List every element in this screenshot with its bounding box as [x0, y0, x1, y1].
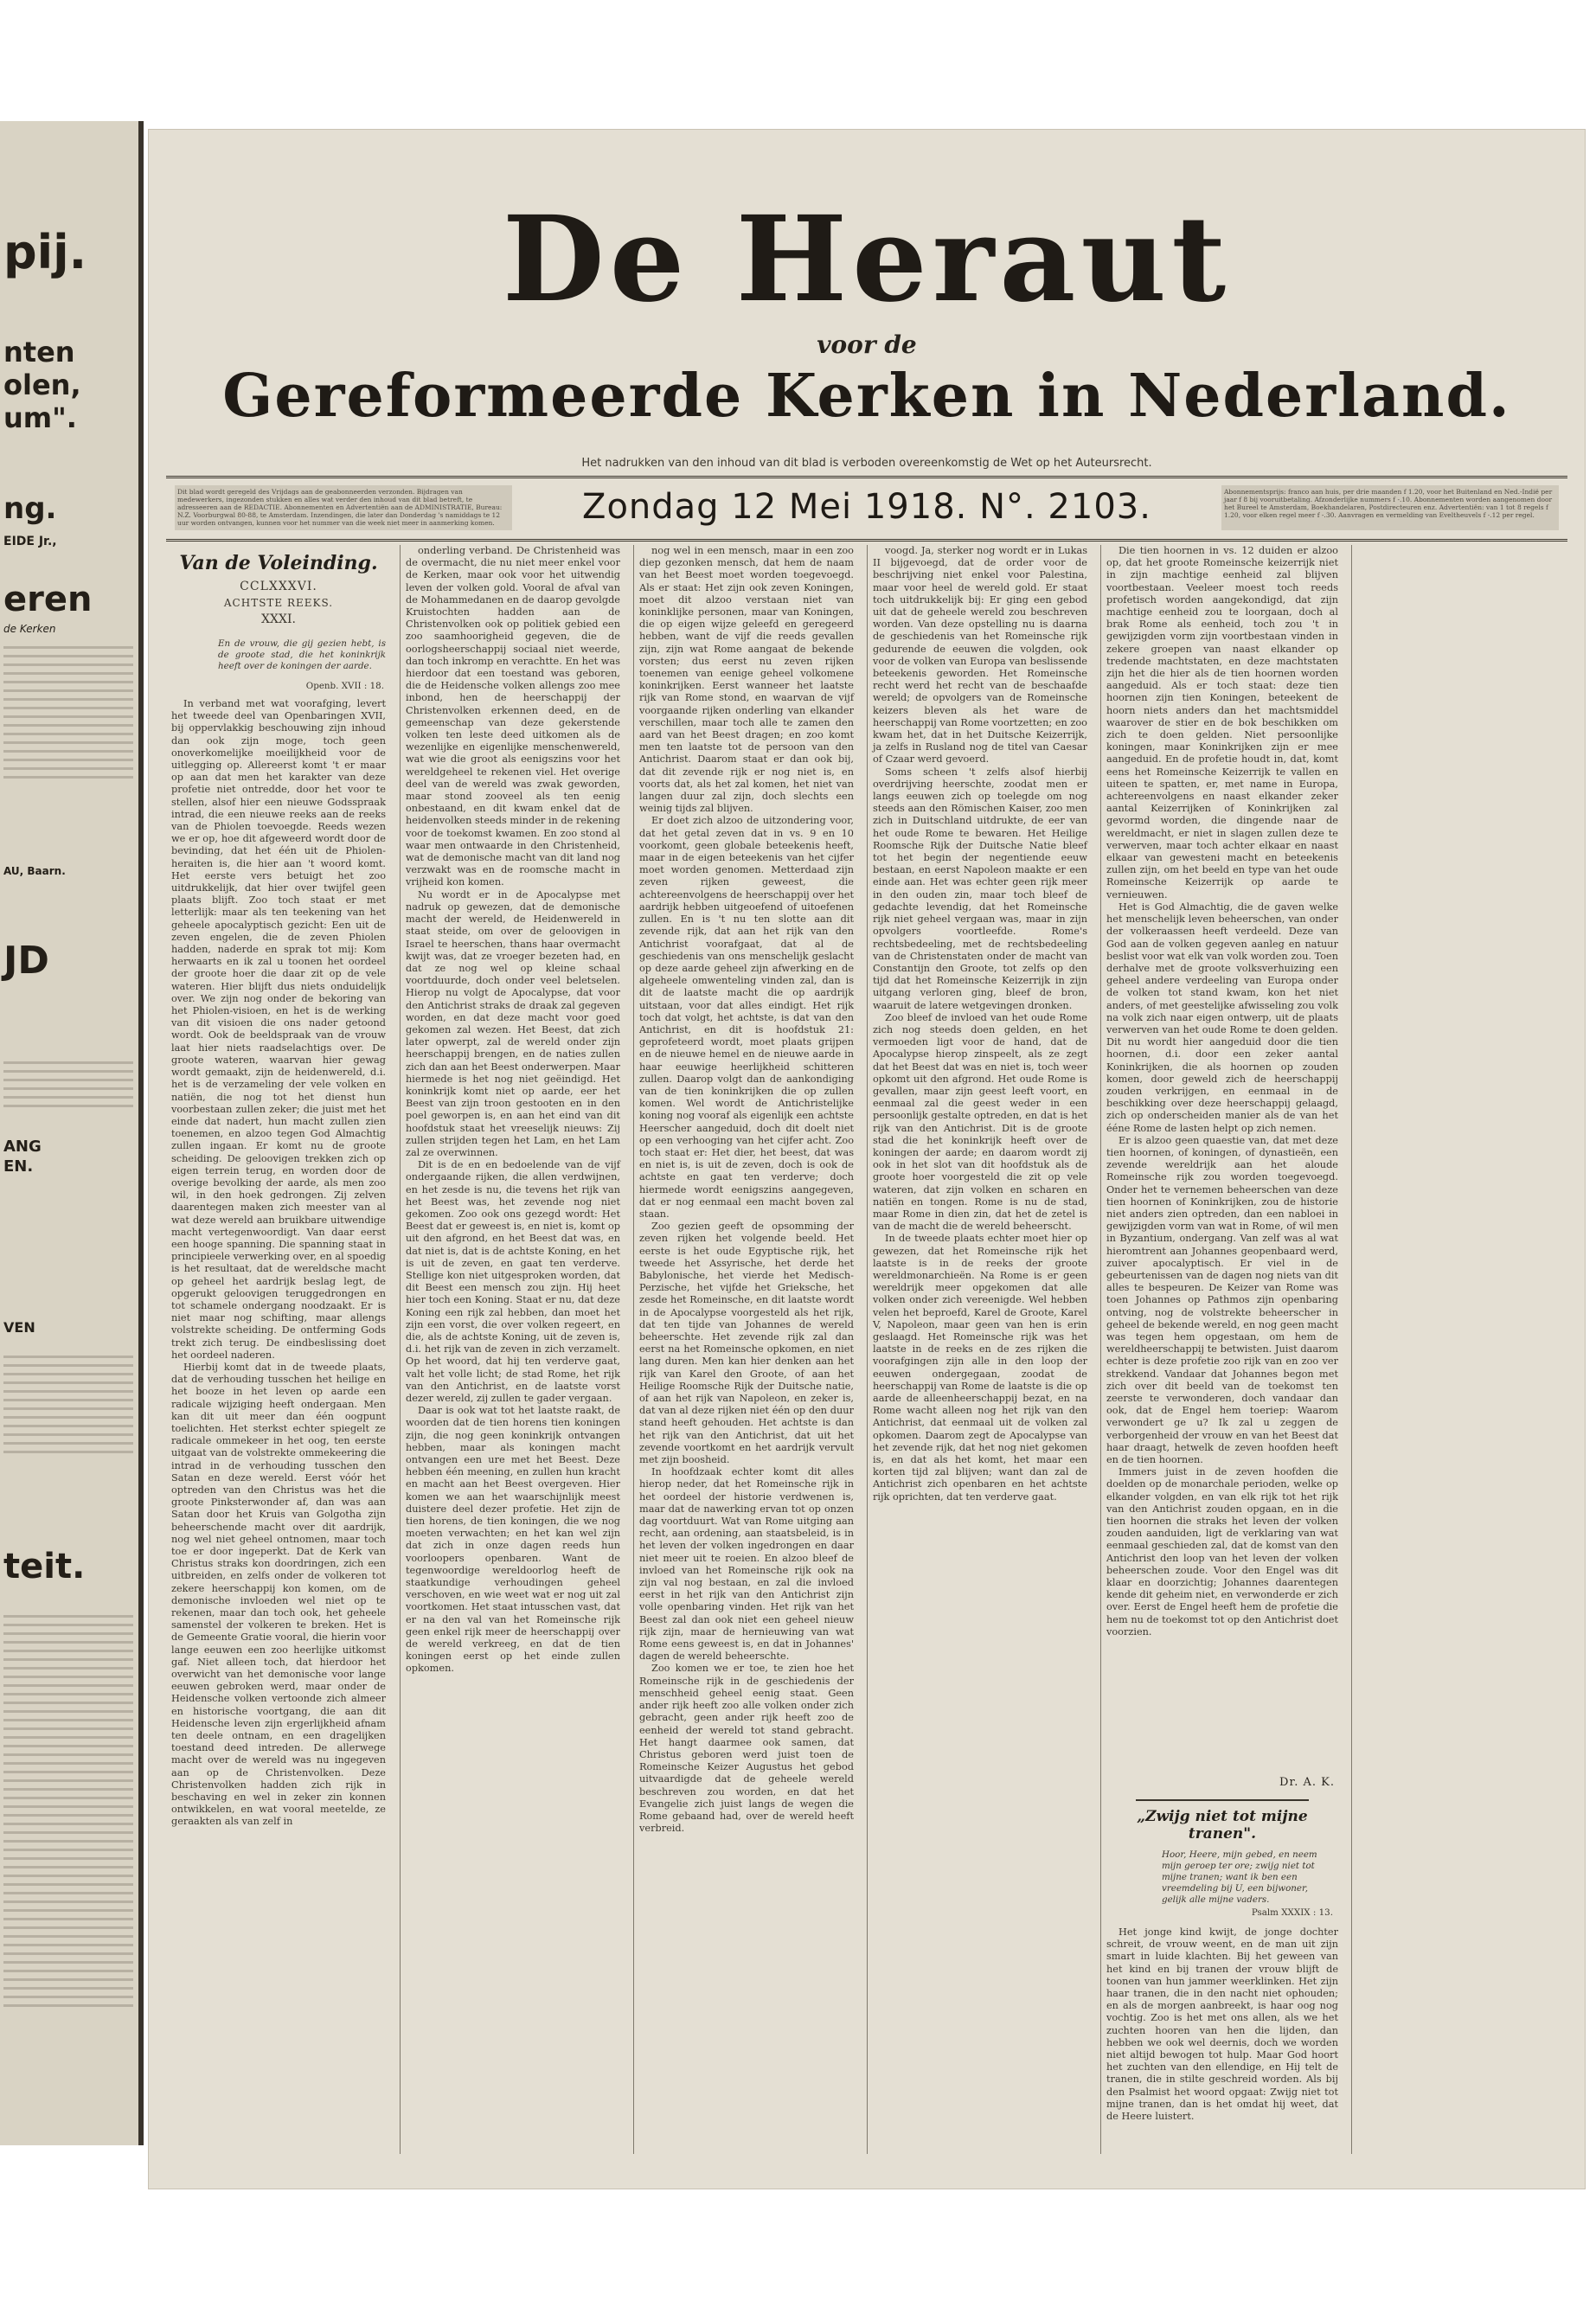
paragraph: Immers juist in de zeven hoofden die doelden op de monarchale perioden, welke op elkander volgden, en van elk rijk tot het rijk van den Antichrist zouden opgaan, en in die tien hoornen die straks het leven der volken zouden aanduiden, ligt de verklaring van wat eenmaal geschieden zal, dat de komst van den Antichrist den loop van het leven der volken beheerschen zoude. Voor den Engel was dit klaar en doorzichtig; Johannes daarentegen kende dit geheim niet, en verwonderde er zich over. Eerst de Engel heeft hem de profetie die hem nu de toekomst tot op den Antichrist doet voorzien.	[1106, 1466, 1338, 1638]
copyright-notice: Het nadrukken van den inhoud van dit blad is verboden overeenkomstig de Wet op het Auteursrecht.	[581, 457, 1152, 470]
left-fragment: teit.	[3, 1547, 86, 1586]
column-5	[1100, 545, 1343, 2154]
left-fragment: EIDE Jr.,	[3, 535, 57, 548]
paragraph: In verband met wat voorafging, levert het tweede deel van Openbaringen XVII, bij oppervlakkig beschouwing zijn inhoud dan ook zijn moge, toch geen onoverkomelijke moeilijkheid voor de uitlegging op. Allereerst komt 't er maar op aan dat men het karakter van deze profetie niet ontredde, door het voor te stellen, alsof hier een nieuwe Godsspraak intrad, die een nieuwe reeks aan de reeks van de Phiolen toevoegde. Reeds wezen we er op, hoe dit afgeweerd wordt door de bevinding, dat het één uit de Phiolen-heraiten is, die hier aan 't woord komt. Het eerste vers betuigt het zoo uitdrukkelijk, dat hier over twijfel geen plaats blijft. Zoo toch staat er met letterlijk: maar als ten teekening van het geheele apocalyptisch gezicht: Een uit de zeven engelen, die de zeven Phiolen hadden, naderde en sprak tot mij: Kom herwaarts en ik zal u toonen het oordeel der groote hoer die daar zit op de vele wateren. Hier blijft dus niets onduidelijk over. We zijn nog onder de bekoring van het Phiolen-visioen, en het is de werking van dit visioen die ons nader getoond wordt. Ook de beeldspraak van de vrouw laat hier niets raadselachtigs over. De groote wateren, waarvan hier gewag wordt gemaakt, zijn de heidenwereld, d.i. het is de verzameling der vele volken en natiën, die nog tot het dienst hun voorbestaan zullen zeker; die juist met het einde dat nadert, hun macht zullen zien toenemen, en alzoo tegen God Almachtig zullen ingaan. Er komt nu de groote scheiding. De geloovigen trekken zich op eigen terrein terug, en worden door de overige bevolking der aarde, als men zoo wil, in den hoek gedrongen. Zij zelven daarentegen maken zich meester van al wat deze wereld aan bruikbare uitwendige macht vertegenwoordigt. Van daar eerst een hooge spanning. Die spanning staat in principieele verwerking over, en al spoedig is het resultaat, dat de wereldsche macht op geheel het aardrijk beslag legt, de opgerukt geloovigen teruggedrongen en tot schamele ondergang noodzaakt. Er is niet maar nog schifting, maar allengs volstrekte scheiding. De ontferming Gods trekt zich terug. De eindbeslissing doet het oordeel naderen.	[171, 698, 386, 1361]
paragraph: In de tweede plaats echter moet hier op gewezen, dat het Romeinsche rijk het laatste is in de reeks der groote wereldmonarchieën. Na Rome is er geen wereldrijk meer opgekomen dat alle volken onder zich vereenigde. Wel hebben velen het beproefd, Karel de Groote, Karel V, Napoleon, maar geen van hen is erin geslaagd. Het Romeinsche rijk was het laatste in de reeks en de zes rijken die voorafgingen zijn alle in den loop der eeuwen ondergegaan, zoodat de heerschappij van Rome de laatste is die op aarde de alleenheerschappij bezat, en na Rome wacht alleen nog het rijk van den Antichrist, dat eenmaal uit de volken zal opkomen. Daarom zegt de Apocalypse van het zevende rijk, dat het nog niet gekomen is, en dat als het komt, het maar een korten tijd zal blijven; want dan zal de Antichrist zich openbaren en het achtste rijk oprichten, dat ten verderve gaat.	[873, 1233, 1087, 1503]
author-signature: Dr. A. K.	[1279, 1776, 1335, 1789]
newspaper-page	[149, 130, 1585, 2189]
section-number: XXXI.	[261, 612, 296, 626]
paragraph: Die tien hoornen in vs. 12 duiden er alzoo op, dat het groote Romeinsche keizerrijk niet in zijn machtige eenheid zal blijven voortbestaan. Veeleer moest toch reeds profetisch worden aangekondigd, dat zijn machtige eenheid zou te loorgaan, doch al brak Rome als eenheid, toch zou 't in gewijzigden vorm zijn voortbestaan vinden in zekere groepen van naast elkander op tredende machtstaten, en deze machtstaten zijn het die hier als de tien hoornen worden aangeduid. Als er toch staat: deze tien hoornen zijn tien Koningen, beteekent de hoorn niets anders dan het machtsmiddel waarover de stier en de bok beschikken om zich te doen gelden. Niet persoonlijke koningen, maar Koninkrijken zijn er mee aangeduid. En de profetie houdt in, dat, komt eens het Romeinsche Keizerrijk te vallen en uiteen te spatten, er, met name in Europa, achtereenvolgens en naast elkander zeker aantal Keizerrijken of Koninkrijken zal gevormd worden, die dingende naar de wereldmacht, er niet in slagen zullen deze te verwerven, maar toch achter elkaar en naast elkaar van gewesteni macht en beteekenis zullen zijn, om het beeld en type van het oude Romeinsche Keizerrijk op aarde te vernieuwen.	[1106, 545, 1338, 901]
info-bar	[166, 476, 1567, 542]
epigraph-reference: Openb. XVII : 18.	[305, 681, 384, 691]
article-columns	[166, 545, 1567, 2154]
paragraph: onderling verband. De Christenheid was de overmacht, die nu niet meer enkel voor de Kerken, maar ook voor het uitwendig leven der volken gold. Vooral de afval van de Mohammedanen en de daarop gevolgde Kruistochten hadden aan de Christenvolken ook op politiek gebied een zoo saamhoorigheid gegeven, die de oorlogsheerschappij sociaal niet weerde, dan toch inkromp en verachtte. En het was hierdoor dat een toestand was geboren, die de Heidensche volken allengs zoo mee inbond, hen de heerschappij der Christenvolken erkennen deed, en de gemeenschap van deze gekerstende volken ten leste deed uitkomen als de wezenlijke en eigenlijke menschenwereld, wat wie die groot als eenigszins voor het wereldgeheel te rekenen viel. Het overige deel van de wereld was zwak geworden, maar stond zooveel als ten eenig onbestaand, en dit kwam enkel dat de heidenvolken steeds minder in de rekening voor de toekomst kwamen. En zoo stond al waar men ontwaarde in den Christenheid, wat de demonische macht van dit land nog verzwakt was en de roomsche macht in vrijheid kon komen.	[406, 545, 620, 888]
column-text	[1101, 545, 1343, 1769]
column-text	[401, 545, 625, 1676]
publication-info: Dit blad wordt geregeld des Vrijdags aan de geabonneerden verzonden. Bijdragen van medewerkers, ingezonden stukken en alles wat verder den inhoud van dit blad betreft, te adresseeren aan de REDACTIE. Abonnementen en Advertentiën aan de ADMINISTRATIE, Bureau: N.Z. Voorburgwal 80-88, te Amsterdam. Inzendingen, die later dan Donderdag 's namiddags te 12 uur worden ontvangen, kunnen voor het nummer van die week niet meer in aanmerking komen.	[175, 485, 512, 530]
left-fragment: de Kerken	[3, 623, 56, 635]
section-label: ACHTSTE REEKS.	[223, 597, 334, 609]
paragraph: Nu wordt er in de Apocalypse met nadruk op gewezen, dat de demonische macht der wereld, de Heidenwereld in staat steide, om over de geloovigen in Israel te heerschen, thans haar overmacht kwijt was, dat ze vroeger bezeten had, en dat ze nog wel op kleine schaal voortduurde, doch onder veel beletselen. Hierop nu volgt de Apocalypse, dat voor den Antichrist straks de draak zal gegeven worden, en dat deze macht voor goed gekomen zal wezen. Het Beest, dat zich later opwerpt, zal de wereld onder zijn heerschappij brengen, en de naties zullen zich dan aan het Beest onderwerpen. Maar hiermede is het nog niet geëindigd. Het koninkrijk komt niet op aarde, eer het Beest van zijn troon gestooten en in den poel geworpen is, en aan het eind van dit hoofdstuk staat het vreeselijk nieuws: Zij zullen strijden tegen het Lam, en het Lam zal ze overwinnen.	[406, 888, 620, 1158]
paragraph: nog wel in een mensch, maar in een zoo diep gezonken mensch, dat hem de naam van het Beest moet worden toegevoegd. Als er staat: Het zijn ook zeven Koningen, moet dit alzoo verstaan niet van koninklijke personen, maar van Koningen, die op eigen wijze geleefd en geregeerd hebben, want de vijf die reeds gevallen zijn, zijn wat Rome aangaat de bekende vorsten; dus eerst nu zeven rijken toenemen van eenige geheel volkomene koninkrijken. Eerst wanneer het laatste rijk van Rome stond, en waarvan de vijf voorgaande rijken onderling van elkander verschillen, maar toch alle te zamen den aard van het Beest dragen; en zoo komt men ten laatste tot de persoon van den Antichrist. Daarom staat er dan ook bij, dat dit zevende rijk er nog niet is, en voorts dat, als het zal komen, het niet van langen duur zal zijn, doch slechts een weinig tijds zal blijven.	[639, 545, 854, 815]
left-fragment: eren	[3, 580, 93, 619]
left-text-lines	[3, 1609, 133, 2013]
meditation-epigraph: Hoor, Heere, mijn gebed, en neem mijn geroep ter ore; zwijg niet tot mijne tranen; want ik ben een vreemdeling bij U, een bijwoner, gelijk alle mijne vaders.	[1162, 1849, 1317, 1905]
left-fragment: olen,	[3, 369, 81, 401]
masthead-voor: voor de	[817, 330, 917, 359]
article-heading	[166, 545, 391, 626]
paragraph: Daar is ook wat tot het laatste raakt, de woorden dat de tien horens tien koningen zijn, die nog geen koninkrijk ontvangen hebben, maar als koningen macht ontvangen een ure met het Beest. Deze hebben één meening, en zullen hun kracht en macht aan het Beest overgeven. Hier komen we aan het waarschijnlijk meest duistere deel dezer profetie. Het zijn de tien horens, de tien koningen, die we nog moeten verwachten; en het kan wel zijn dat zich in onze dagen reeds hun voorloopers openbaren. Want de tegenwoordige wereldoorlog heeft de staatkundige verhoudingen geheel verschoven, en wie weet wat er nog uit zal voortkomen. Het staat intusschen vast, dat er na den val van het Romeinsche rijk geen enkel rijk meer de heerschappij over de wereld verkreeg, en dat de tien koningen eerst op het einde zullen opkomen.	[406, 1405, 620, 1675]
paragraph: In hoofdzaak echter komt dit alles hierop neder, dat het Romeinsche rijk in het oordeel der historie verdwenen is, maar dat de nawerking ervan tot op onzen dag voortduurt. Wat van Rome uitging aan recht, aan ordening, aan staatsbeleid, is in het leven der volken ingedrongen en daar niet meer uit te roeien. En alzoo bleef de invloed van het Romeinsche rijk ook na zijn val nog bestaan, en zal die invloed eerst in het rijk van den Antichrist zijn volle openbaring vinden. Het rijk van het Beest zal dan ook niet een geheel nieuw rijk zijn, maar de hernieuwing van wat Rome eens geweest is, en dat in Johannes' dagen de wereld beheerschte.	[639, 1466, 854, 1663]
paragraph: Hierbij komt dat in de tweede plaats, dat de verhouding tusschen het heilige en het booze in het leven op aarde een radicale wijziging heeft ondergaan. Men kan dit uit meer dan één oogpunt toelichten. Het sterkst echter spiegelt ze radicale ommekeer in het oog, ten eerste uitgaat van de volstrekte ommekeering die intrad in de verhouding tusschen den Satan en deze wereld. Eerst vóór het optreden van den Christus was het die groote Pinksterwonder af, dan was aan Satan door het Kruis van Golgotha zijn beheerschende macht over dit aardrijk, nog wel niet geheel ontnomen, maar toch toe er door ingeperkt. Dat de Kerk van Christus straks kon doordringen, zich een uitbreiden, en zelfs onder de volkeren tot zekere heerschappij kon komen, om de demonische invloeden wel niet op te rekenen, maar dan toch ook, het geheele samenstel der volkeren te breken. Het is de Gemeente Gratie vooral, die hierin voor lange eeuwen een zoo heerlijke uitkomst gaf. Niet alleen toch, dat hierdoor het overwicht van het demonische voor lange eeuwen gebroken werd, maar onder de Heidensche volken vertoonde zich almeer en historische voortgang, die aan dit Heidensche leven zijn ergerlijkheid afnam ten deele ontnam, en een dragelijken toestand deed intreden. De allerwege macht over de wereld was nu ingegeven aan op de Christenvolken. Deze Christenvolken hadden zich rijk in beschaving en wel in zeker zin konnen ontwikkelen, en wat vooral meetelde, ze geraakten als van zelf in	[171, 1361, 386, 1828]
previous-page-edge	[0, 121, 144, 2145]
paragraph: voogd. Ja, sterker nog wordt er in Lukas II bijgevoegd, dat de order voor de beschrijving niet enkel voor Palestina, maar voor heel de wereld gold. Er staat toch uitdrukkelijk bij: Er ging een gebod uit dat de geheele wereld zou beschreven worden. Van deze opstelling nu is daarna de geschiedenis van het Romeinsche rijk gedurende de eeuwen die volgden, ook voor de volken van Europa van beslissende beteekenis geworden. Het Romeinsche recht werd het recht van de beschaafde wereld; de opvolgers van de Romeinsche keizers bleven als het ware de heerschappij van Rome voortzetten; en zoo kwam het, dat in het Duitsche Keizerrijk, ja zelfs in Rusland nog de titel van Caesar of Czaar werd gevoerd.	[873, 545, 1087, 766]
left-text-lines	[3, 640, 133, 785]
left-fragment: AU, Baarn.	[3, 865, 66, 877]
column-text	[166, 698, 391, 1829]
column-6	[1351, 545, 1568, 2154]
epigraph: En de vrouw, die gij gezien hebt, is de groote stad, die het koninkrijk heeft over de koningen der aarde.	[218, 638, 386, 671]
paragraph: Soms scheen 't zelfs alsof hierbij overdrijving heerschte, zoodat men er langs eeuwen zich op toelegde om nog steeds aan den Römischen Kaiser, zoo men zich in Duitschland uitdrukte, de eer van het oude Rome te bewaren. Het Heilige Roomsche Rijk der Duitsche Natie bleef tot het begin der negentiende eeuw bestaan, en eerst Napoleon maakte er een einde aan. Het was echter geen rijk meer in den ouden zin, maar toch bleef de gedachte levendig, dat het Romeinsche rijk niet geheel vergaan was, maar in zijn opvolgers voortleefde. Rome's rechtsbedeeling, met de rechtsbedeeling van de Christenstaten onder de macht van Constantijn den Groote, tot zelfs op den tijd dat het Romeinsche Keizerrijk in zijn uitgang verloren ging, bleef de bron, waaruit de latere wetgevingen dronken.	[873, 766, 1087, 1011]
left-fragment: EN.	[3, 1157, 34, 1176]
series-number: CCLXXXVI.	[240, 580, 317, 593]
column-4	[867, 545, 1093, 2154]
masthead-title: De Heraut	[502, 190, 1232, 329]
left-fragment: ng.	[3, 491, 57, 526]
meditation-title: „Zwijg niet tot mijne tranen".	[1137, 1808, 1308, 1843]
paragraph: Zoo komen we er toe, te zien hoe het Romeinsche rijk in de geschiedenis der menschheid geheel eenig staat. Geen ander rijk heeft zoo alle volken onder zich gebracht, geen ander rijk heeft zoo de eenheid der wereld tot stand gebracht. Het hangt daarmee ook samen, dat Christus geboren werd juist toen de Romeinsche Keizer Augustus het gebod uitvaardigde dat de geheele wereld beschreven zou worden, en dat het Evangelie zich juist langs de wegen die Rome gebaand had, over de wereld heeft verbreid.	[639, 1663, 854, 1835]
meditation-text	[1101, 1926, 1343, 2123]
masthead-subtitle: Gereformeerde Kerken in Nederland.	[222, 362, 1511, 431]
left-text-lines	[3, 1055, 133, 1113]
left-text-lines	[3, 1349, 133, 1459]
column-3	[633, 545, 859, 2154]
paragraph: Het is God Almachtig, die de gaven welke het menschelijk leven beheerschen, van onder der volkeraassen heeft verdeeld. Deze van God aan de volken gegeven aanleg en natuur beslist voor wat elk van volk worden zou. Toen derhalve met de groote volksverhuizing een geheel andere verdeeling van Europa onder de volken tot stand kwam, kon het niet anders, of met geestelijke afwisseling zou volk na volk zich naar eigen ontwerp, uit de plaats verwerven van het oude Rome te doen gelden. Dit nu wordt hier aangeduid door die tien hoornen, d.i. door een zeker aantal Koninkrijken, die als hoornen op zouden komen, door geweld zich de heerschappij zouden verkrijgen, en eenmaal in de beschikking over deze heerschappij gelaagd, zich op onderscheiden manier als de van het ééne Rome de lasten helpt op zich nemen.	[1106, 901, 1338, 1134]
series-title: Van de Voleinding.	[179, 552, 378, 574]
column-1	[166, 545, 391, 2154]
section-divider	[1136, 1799, 1309, 1801]
paragraph: Er doet zich alzoo de uitzondering voor, dat het getal zeven dat in vs. 9 en 10 voorkomt, geen globale beteekenis heeft, maar in de eigen beteekenis van het cijfer moet worden genomen. Metterdaad zijn zeven rijken geweest, die achtereenvolgens de heerschappij over het aardrijk hebben uitgeoefend of uitoefenen zullen. En is 't nu ten slotte aan dit zevende rijk, dat aan het rijk van den Antichrist voorafgaat, dat al de geschiedenis van ons menschelijk geslacht op deze aarde geheel zijn afwerking en de algeheele omwenteling vinden zal, dan is dit de laatste macht die op aardrijk uitstaan, voor dat alles eindigt. Het rijk toch dat volgt, het achtste, is dat van den Antichrist, en dit is hoofdstuk 21: geprofeteerd wordt, moet plaats grijpen en de nieuwe hemel en de nieuwe aarde in haar eeuwige heerlijkheid schitteren zullen. Daarop volgt dan de aankondiging van de tien koninkrijken die op zullen komen. Wel wordt de Antichristelijke koning nog vooraf als eigenlijk een achtste Heerscher aangeduid, doch dit doelt niet op een verhooging van het cijfer acht. Zoo toch staat er: Het dier, het beest, dat was en niet is, is uit de zeven, doch is ook de achtste en gaat ten verderve; doch hiermede wordt eenigszins aangegeven, dat er nog eenmaal een macht boven zal staan.	[639, 815, 854, 1220]
left-fragment: pij.	[3, 225, 87, 279]
left-fragment: VEN	[3, 1319, 35, 1336]
left-fragment: nten	[3, 336, 75, 369]
paragraph: Dit is de en en bedoelende van de vijf ondergaande rijken, die allen verdwijnen, en het zesde is nu, die tevens het rijk van het Beest was, het zevende nog niet gekomen. Zoo ook ons gezegd wordt: Het Beest dat er geweest is, en niet is, komt op uit den afgrond, en het Beest dat was, en dat niet is, dat is de achtste Koning, en het is uit de zeven, en gaat ten verderve. Stellige kon niet uitgesproken worden, dat dit Beest een mensch zou zijn. Hij heet hier toch een Koning. Staat er nu, dat deze Koning een rijk zal hebben, dan moet het zijn een vorst, die over volken regeert, en die, als de achtste Koning, uit de zeven is, d.i. het rijk van de zeven in zich verzamelt. Op het woord, dat hij ten verderve gaat, valt het volle licht; de stad Rome, het rijk van den Antichrist, en de laatste vorst dezer wereld, zij zullen te gader vergaan.	[406, 1159, 620, 1405]
column-text	[868, 545, 1093, 1503]
dateline: Zondag 12 Mei 1918. N°. 2103.	[582, 487, 1151, 527]
paragraph: Het jonge kind kwijt, de jonge dochter schreit, de vrouw weent, en de man uit zijn smart in luide klachten. Bij het geween van het kind en bij tranen der vrouw blijft de toonen van hun jammer weerklinken. Het zijn haar tranen, die in den nacht niet ophouden; en als de morgen aanbreekt, is haar oog nog vochtig. Zoo is het met ons allen, als we het zuchten hooren van hen die lijden, dan hebben we ook wel deernis, doch we worden niet altijd bewogen tot hulp. Maar God hoort het zuchten van den ellendige, en Hij telt de tranen, die in stilte geschreid worden. Als bij den Psalmist het woord opgaat: Zwijg niet tot mijne tranen, dan is het omdat hij weet, dat de Heere luistert.	[1106, 1926, 1338, 2123]
meditation-reference: Psalm XXXIX : 13.	[1251, 1907, 1333, 1918]
column-text	[634, 545, 859, 1835]
left-fragment: JD	[3, 939, 49, 983]
left-fragment: ANG	[3, 1138, 42, 1156]
paragraph: Er is alzoo geen quaestie van, dat met deze tien hoornen, of koningen, of dynastieën, een zevende wereldrijk aan het aloude Romeinsche rijk zou worden toegevoegd. Onder het te vernemen beheerschen van deze tien hoornen of Koninkrijken, zou de historie niet anders zien optreden, dan een nabloei in gewijzigden vorm van wat in Rome, of wil men in Byzantium, ondergang. Van zelf was al wat hieromtrent aan Johannes geopenbaard werd, zuiver apocalyptisch. Er viel in de gebeurtenissen van de dagen nog niets van dit alles te bespeuren. De Keizer van Rome was toen Johannes op Pathmos zijn openbaring ontving, nog de volstrekte beheerscher in geheel de bekende wereld, en nog geen macht was tegen hem opgestaan, om hem de wereldheerschappij te betwisten. Juist daarom echter is deze profetie zoo rijk van en zoo ver strekkend. Vandaar dat Johannes begon met zich over dit beeld van de toekomst ten zeerste te verwonderen, doch vandaar dan ook, dat de Engel hem toeriep: Waarom verwondert ge u? Ik zal u zeggen de verborgenheid der vrouw en van het Beest dat haar draagt, hetwelk de zeven hoofden heeft en de tien hoornen.	[1106, 1134, 1338, 1466]
paragraph: Zoo bleef de invloed van het oude Rome zich nog steeds doen gelden, en het vermoeden ligt voor de hand, dat de Apocalypse hierop zinspeelt, als ze zegt dat het Beest dat was en niet is, toch weer opkomt uit den afgrond. Het oude Rome is gevallen, maar zijn geest leeft voort, en eenmaal zal die geest weder in een persoonlijk gestalte optreden, en dat is het rijk van den Antichrist. Dit is de groote stad die het koninkrijk heeft over de koningen der aarde; en daarom wordt zij ook in het slot van dit hoofdstuk als de groote hoer voorgesteld die zit op vele wateren, dat zijn volken en scharen en natiën en tongen. Rome is nu de stad, maar Rome in dien zin, dat het de zetel is van de macht die de wereld beheerscht.	[873, 1011, 1087, 1233]
paragraph: Zoo gezien geeft de opsomming der zeven rijken het volgende beeld. Het eerste is het oude Egyptische rijk, het tweede het Assyrische, het derde het Babylonische, het vierde het Medisch-Perzische, het vijfde het Grieksche, het zesde het Romeinsche, en dit laatste wordt in de Apocalypse voorgesteld als het rijk, dat ten tijde van Johannes de wereld beheerschte. Het zevende rijk zal dan eerst na het Romeinsche opkomen, en niet lang duren. Men kan hier denken aan het rijk van Karel den Groote, of aan het Heilige Roomsche Rijk der Duitsche natie, of aan het rijk van Napoleon, en zeker is, dat van al deze rijken niet één op den duur stand heeft gehouden. Het achtste is dan het rijk van den Antichrist, dat uit het zevende voortkomt en het aardrijk vervult met zijn boosheid.	[639, 1221, 854, 1466]
left-fragment: um".	[3, 401, 77, 434]
subscription-info: Abonnementsprijs: franco aan huis, per drie maanden f 1.20, voor het Buitenland en Ned.-Indië per jaar f 8 bij vooruitbetaling. Afzonderlijke nummers f -.10. Abonnementen worden aangenomen door het Bureel te Amsterdam, Boekhandelaren, Postdirecteuren enz. Advertentiën: van 1 tot 8 regels f 1.20, voor elken regel meer f -.30. Aanvragen en vermelding van Eveltheuvels f -.12 per regel.	[1221, 485, 1559, 530]
column-2	[400, 545, 625, 2154]
